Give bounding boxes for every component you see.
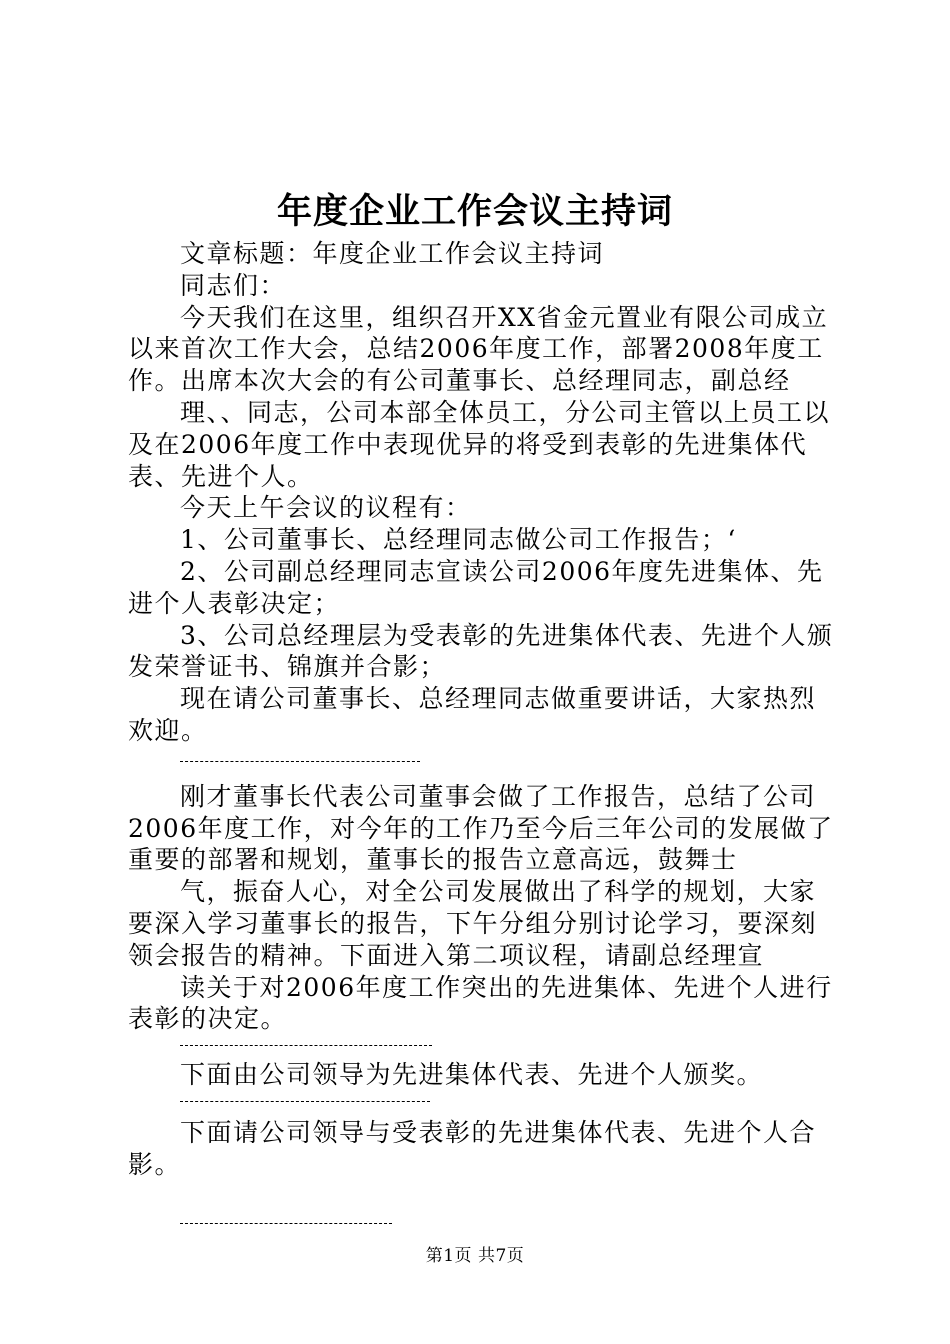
document-title: 年度企业工作会议主持词 (276, 191, 673, 232)
paragraph-invite-speech: 现在请公司董事长、总经理同志做重要讲话，大家热烈欢迎。 (128, 684, 817, 745)
agenda-item-3: 3、公司总经理层为受表彰的先进集体代表、先进个人颁发荣誉证书、锦旗并合影； (128, 620, 834, 682)
page-footer: 第1页 共7页 (425, 1246, 525, 1266)
agenda-item-2: 2、公司副总经理同志宣读公司2006年度先进集体、先进个人表彰决定； (128, 556, 824, 618)
dashed-divider (180, 1101, 430, 1103)
dashed-divider (180, 761, 420, 763)
paragraph-agenda-intro: 今天上午会议的议程有： (180, 493, 472, 523)
document-body (128, 238, 840, 1243)
paragraph-attendees: 理、、同志，公司本部全体员工，分公司主管以上员工以及在2006年度工作中表现优异的将受到表彰的先进集体代表、先进个人。 (128, 397, 831, 491)
article-title-line: 文章标题：年度企业工作会议主持词 (180, 239, 605, 268)
salutation: 同志们： (180, 270, 287, 300)
paragraph-opening: 今天我们在这里，组织召开XX省金元置业有限公司成立以来首次工作大会，总结2006年度工作，部署2008年度工作。出席本次大会的有公司董事长、总经理同志，副总经 (128, 302, 829, 396)
dashed-divider (180, 1223, 392, 1225)
paragraph-award-decision: 读关于对2006年度工作突出的先进集体、先进个人进行表彰的决定。 (128, 972, 833, 1034)
paragraph-awards: 下面由公司领导为先进集体代表、先进个人颁奖。 (180, 1060, 764, 1090)
paragraph-group-photo: 下面请公司领导与受表彰的先进集体代表、先进个人合影。 (128, 1117, 817, 1179)
paragraph-report-summary-cont: 气，振奋人心，对全公司发展做出了科学的规划，大家要深入学习董事长的报告，下午分组分别讨论学习，要深刻领会报告的精神。下面进入第二项议程，请副总经理宣 (128, 877, 818, 970)
paragraph-report-summary: 刚才董事长代表公司董事会做了工作报告，总结了公司2006年度工作，对今年的工作乃至今后三年公司的发展做了重要的部署和规划，董事长的报告立意高远，鼓舞士 (128, 781, 834, 875)
dashed-divider (180, 1045, 432, 1047)
agenda-item-1: 1、公司董事长、总经理同志做公司工作报告；‘ (180, 525, 737, 555)
